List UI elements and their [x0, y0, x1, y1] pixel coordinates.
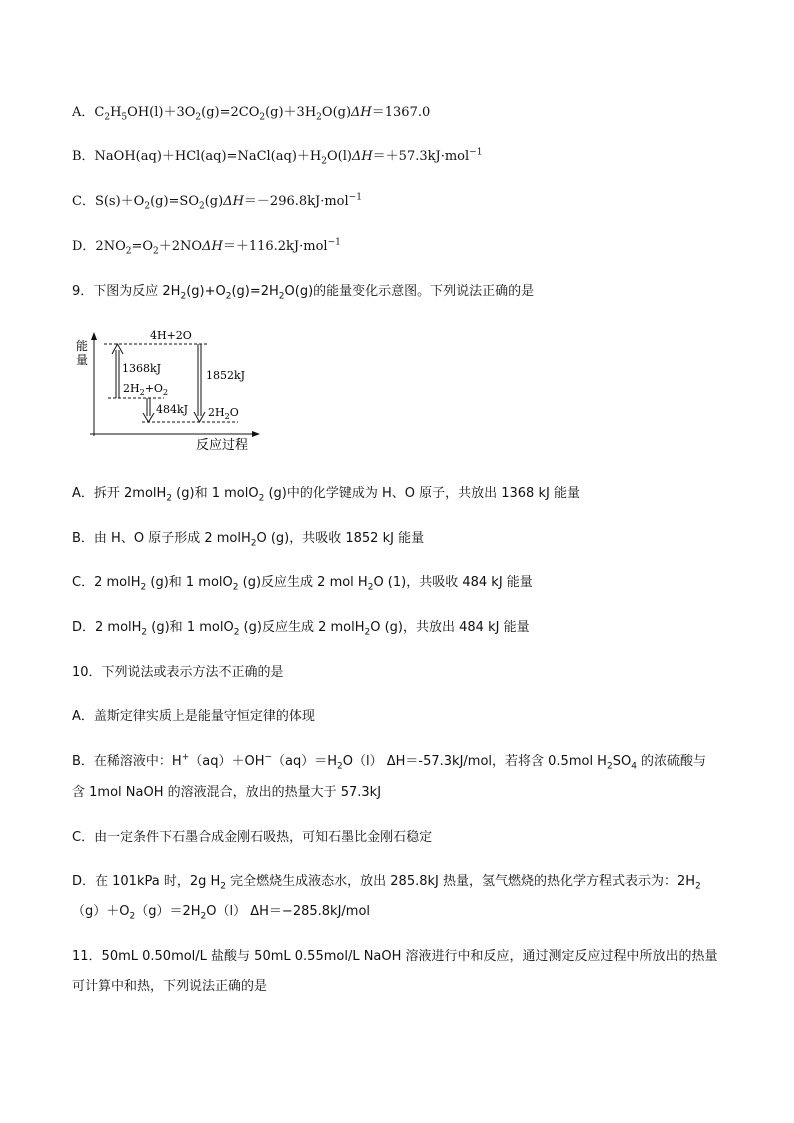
arrow-484-head [143, 413, 154, 422]
y-axis-label-1: 能 [76, 339, 89, 353]
q11-stem-line1: 11．50mL 0.50mol/L 盐酸与 50mL 0.55mol/L NaOH 溶液进行中和反应，通过测定反应过程中所放出的热量 [72, 949, 718, 964]
energy-484: 484kJ [156, 403, 189, 416]
q9-option-a: A．拆开 2molH$_2$ (g)和 1 molO$_2$ (g)中的化学键成为 H、O 原子，共放出 1368 kJ 能量 [72, 486, 580, 504]
x-axis-arrow [252, 431, 260, 437]
level-4h2o-label: 4H+2O [150, 329, 192, 342]
level-2h2o-label: $2H_2O$ [208, 406, 239, 421]
x-axis-label: 反应过程 [196, 438, 249, 453]
y-axis-arrow [91, 332, 97, 340]
q10-option-d-line1: D．在 101kPa 时，2g $H_2$ 完全燃烧生成液态水，放出 285.8kJ 热量，氢气燃烧的热化学方程式表示为：$2H_2$ [72, 874, 701, 892]
q9-stem: 9．下图为反应 $2H_2(g)+O_2(g)=2H_2O(g)$的能量变化示意图。下列说法正确的是 [72, 284, 535, 302]
energy-1368: 1368kJ [122, 362, 162, 375]
q11-stem-line2: 可计算中和热，下列说法正确的是 [72, 979, 268, 994]
energy-diagram [68, 324, 268, 454]
q10-option-d-line2: $(g)+O_2(g)=2H_2O(l)$ ΔH＝−285.8kJ/mol [72, 904, 371, 922]
q9-option-c: C．2 molH$_2$ (g)和 1 molO$_2$ (g)反应生成 2 mol $H_2O$ (1)，共吸收 484 kJ 能量 [72, 575, 533, 593]
level-2h2-o2-label: $2H_2+O_2$ [123, 382, 169, 397]
q10-option-b-line2: 含 1mol NaOH 的溶液混合，放出的热量大于 57.3kJ [72, 785, 382, 800]
q10-option-b-line1: B．在稀溶液中：$H^+(aq)+OH^-(aq)=H_2O(l)$ ΔH＝-57.3kJ/mol，若将含 0.5mol $H_2SO_4$ 的浓硫酸与 [72, 752, 707, 772]
arrow-1852-head [194, 412, 205, 422]
q8-option-c: C．$S(s)+O_2(g)=SO_2(g)\Delta H=-296.8kJ\cdot mol^{-1}$ [72, 192, 362, 212]
q9-option-d: D．2 molH$_2$ (g)和 1 molO$_2$ (g)反应生成 2 molH$_2$O (g)，共放出 484 kJ 能量 [72, 620, 530, 638]
q10-option-a: A．盖斯定律实质上是能量守恒定律的体现 [72, 709, 315, 724]
q10-stem: 10．下列说法或表示方法不正确的是 [72, 665, 284, 680]
q9-option-b: B．由 H、O 原子形成 2 molH$_2$O (g)，共吸收 1852 kJ 能量 [72, 531, 425, 549]
energy-1852: 1852kJ [206, 369, 246, 382]
y-axis-label-2: 量 [76, 353, 89, 367]
q8-option-a: A．$C_2H_5OH(l)+3O_2(g)=2CO_2(g)+3H_2O(g)\Delta H=1367.0$ [72, 105, 431, 123]
q10-option-c: C．由一定条件下石墨合成金刚石吸热，可知石墨比金刚石稳定 [72, 830, 433, 845]
q8-option-b: B．$NaOH(aq)+HCl(aq)=NaCl(aq)+H_2O(l)\Delta H=+57.3kJ\cdot mol^{-1}$ [72, 147, 483, 167]
arrow-1368-head [112, 344, 123, 354]
q8-option-d: D．$2NO_2=O_2+2NO\Delta H=+116.2kJ\cdot mol^{-1}$ [72, 237, 341, 257]
